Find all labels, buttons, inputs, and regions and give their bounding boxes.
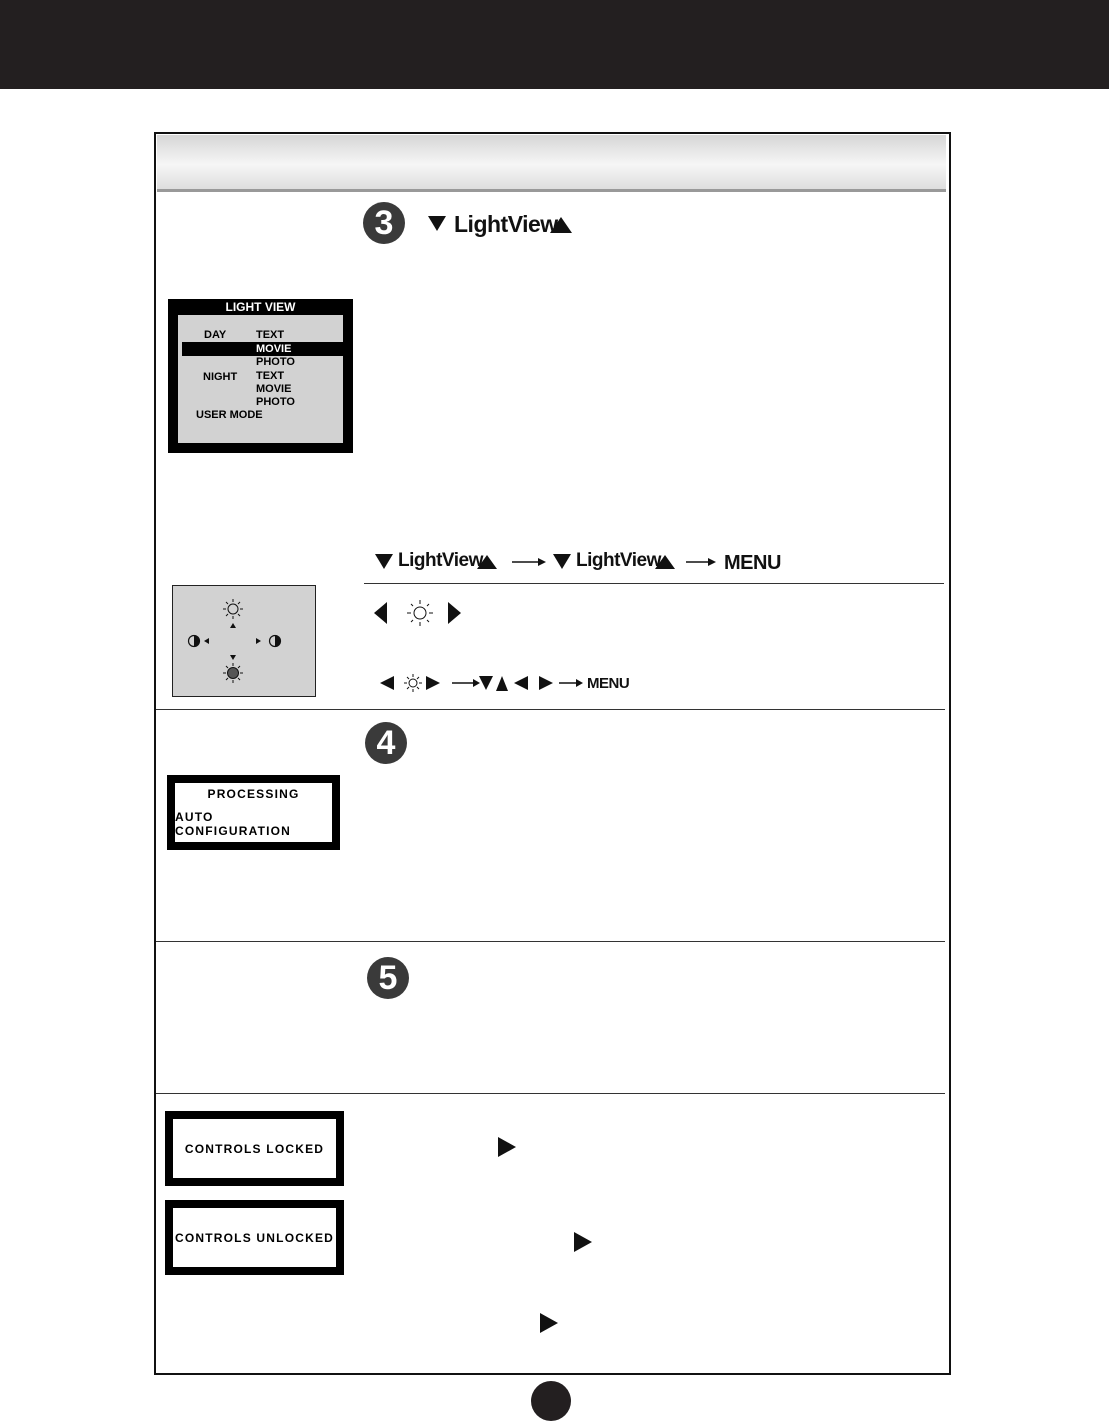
down-arrow-icon — [230, 655, 236, 660]
right-arrow-icon — [512, 556, 546, 568]
sun-icon — [223, 599, 243, 619]
seq-lightview-1: LightView — [398, 550, 483, 571]
controls-locked-osd — [165, 1111, 344, 1186]
right-arrow-icon — [452, 678, 480, 688]
left-arrow-icon — [514, 676, 528, 690]
up-arrow-icon — [496, 676, 508, 691]
seq-lightview-2: LightView — [576, 550, 661, 571]
brightness-sun-icon — [405, 598, 435, 628]
step-3-badge: 3 — [363, 202, 405, 244]
brightness-sun-icon — [403, 673, 423, 693]
right-arrow-icon — [539, 676, 553, 690]
section-divider — [156, 941, 945, 942]
dark-sun-icon — [223, 663, 243, 683]
contrast-icon — [189, 636, 200, 647]
osd-item-night-text[interactable]: TEXT — [256, 370, 285, 382]
auto-configuration-text: AUTO CONFIGURATION — [175, 810, 292, 838]
controls-unlocked-osd — [165, 1200, 344, 1275]
right-arrow-icon — [256, 638, 261, 644]
up-arrow-icon — [477, 555, 497, 569]
step-4-badge: 4 — [365, 722, 407, 764]
section-divider — [156, 709, 945, 710]
brightness-contrast-diagram — [173, 586, 315, 696]
left-arrow-icon — [374, 602, 387, 624]
seq-menu-2: MENU — [587, 675, 630, 692]
osd-item-user-mode[interactable]: USER MODE — [196, 409, 263, 421]
step-5-badge: 5 — [367, 957, 409, 999]
right-arrow-icon — [559, 678, 583, 688]
right-arrow-icon — [686, 556, 716, 568]
contrast-icon — [270, 636, 281, 647]
up-arrow-icon — [550, 217, 572, 233]
right-arrow-icon — [574, 1232, 592, 1252]
processing-osd — [167, 775, 340, 850]
down-arrow-icon — [553, 554, 571, 569]
right-arrow-icon — [448, 602, 461, 624]
up-arrow-icon — [230, 623, 236, 628]
osd-group-night: NIGHT — [203, 371, 238, 383]
left-arrow-icon — [380, 676, 394, 690]
osd-item-day-text[interactable]: TEXT — [256, 329, 285, 341]
seq-menu: MENU — [724, 552, 781, 574]
section-divider — [156, 1093, 945, 1094]
osd-item-day-movie[interactable]: MOVIE — [256, 343, 292, 355]
osd-title: LIGHT VIEW — [168, 299, 353, 315]
lightview-button-label: LightView — [454, 211, 558, 237]
down-arrow-icon — [375, 554, 393, 569]
down-arrow-icon — [479, 676, 493, 690]
down-arrow-icon — [428, 216, 446, 231]
osd-group-day: DAY — [204, 329, 227, 341]
controls-locked-text: CONTROLS LOCKED — [184, 1141, 325, 1156]
osd-item-day-photo[interactable]: PHOTO — [256, 356, 295, 368]
right-arrow-icon — [540, 1313, 558, 1333]
left-arrow-icon — [204, 638, 209, 644]
brightness-contrast-osd — [172, 585, 316, 697]
right-arrow-icon — [498, 1137, 516, 1157]
right-arrow-icon — [426, 676, 440, 690]
page-number-dot — [531, 1381, 571, 1421]
osd-item-night-photo[interactable]: PHOTO — [256, 396, 295, 408]
up-arrow-icon — [655, 555, 675, 569]
processing-text: PROCESSING — [207, 787, 300, 801]
top-bar — [0, 0, 1109, 89]
divider — [364, 583, 944, 584]
section-header-band — [157, 135, 946, 192]
light-view-osd — [168, 299, 353, 453]
osd-item-night-movie[interactable]: MOVIE — [256, 383, 292, 395]
controls-unlocked-text: CONTROLS UNLOCKED — [174, 1230, 335, 1245]
